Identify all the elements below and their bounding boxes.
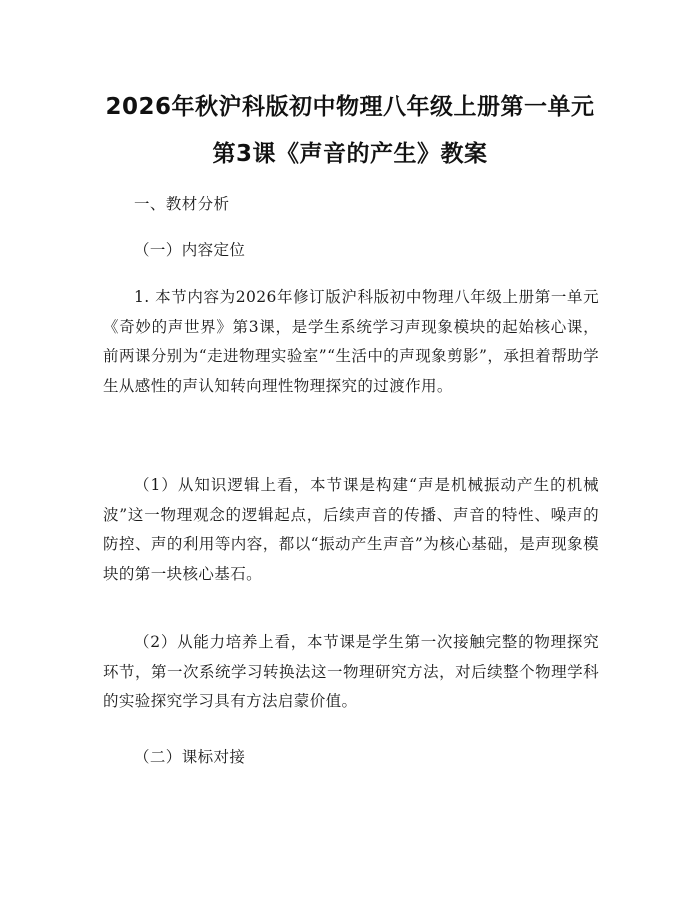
paragraph-knowledge-logic: （1）从知识逻辑上看，本节课是构建“声是机械振动产生的机械波”这一物理观念的逻辑起点，后续声音的传播、声音的特性、噪声的防控、声的利用等内容，都以“振动产生声音”为核心基础，是声现象模块的第一块核心基石。: [103, 476, 599, 583]
paragraph-content-overview: 1. 本节内容为2026年修订版沪科版初中物理八年级上册第一单元《奇妙的声世界》第3课，是学生系统学习声现象模块的起始核心课，前两课分别为“走进物理实验室”“生活中的声现象剪影”，承担着帮助学生从感性的声认知转向理性物理探究的过渡作用。: [103, 288, 599, 395]
paragraph-ability-training: （2）从能力培养上看，本节课是学生第一次接触完整的物理探究环节，第一次系统学习转换法这一物理研究方法，对后续整个物理学科的实验探究学习具有方法启蒙价值。: [103, 633, 599, 710]
subsection-heading-curriculum-standard: （二）课标对接: [134, 748, 246, 766]
document-title: 2026年秋沪科版初中物理八年级上册第一单元第3课《声音的产生》教案: [105, 94, 595, 167]
subsection-heading-content-position: （一）内容定位: [134, 241, 246, 259]
section-heading-textbook-analysis: 一、教材分析: [134, 195, 230, 213]
